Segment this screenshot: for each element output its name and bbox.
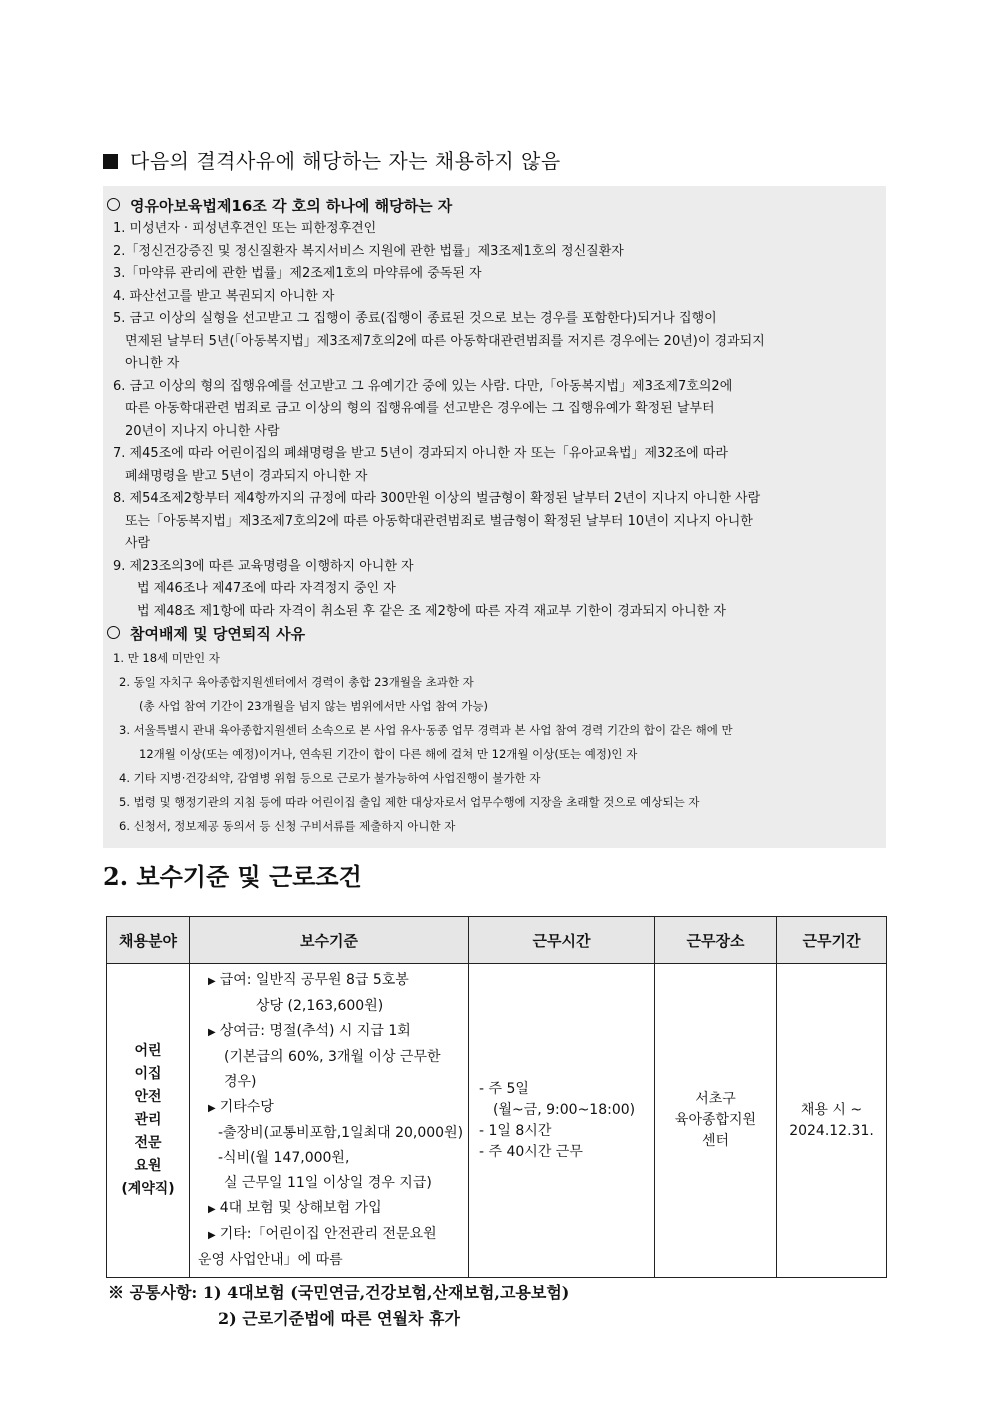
group2-list	[107, 646, 880, 838]
hours-cell: - 주 5일 (월~금, 9:00~18:00) - 1일 8시간 - 주 40시간 근무	[469, 964, 655, 1278]
header-place: 근무장소	[655, 917, 777, 964]
triangle-bullet-icon: ▶	[208, 1103, 216, 1114]
group2-title: 참여배제 및 당연퇴직 사유	[107, 623, 880, 646]
list-item: 3. 서울특별시 관내 육아종합지원센터 소속으로 본 사업 유사·동종 업무 경력과 본 사업 참여 경력 기간의 합이 같은 해에 만 12개월 이상(또는 예정)이거나, 연속된 기간이 합이 다른 해에 걸쳐 만 12개월 이상(또는 예정)인 자	[119, 723, 733, 761]
pay-conditions-table	[106, 916, 887, 1278]
common-notes: ※ 공통사항: 1) 4대보험 (국민연금,건강보험,산재보험,고용보험) 2) 근로기준법에 따른 연월차 휴가	[108, 1283, 570, 1328]
field-cell: 어린 이집 안전 관리 전문 요원 (계약직)	[107, 964, 190, 1278]
list-item: 7. 제45조에 따라 어린이집의 폐쇄명령을 받고 5년이 경과되지 아니한 자 또는「유아교육법」제32조에 따라 폐쇄명령을 받고 5년이 경과되지 아니한 자	[113, 446, 728, 484]
list-item: 8. 제54조제2항부터 제4항까지의 규정에 따라 300만원 이상의 벌금형이 확정된 날부터 2년이 지나지 아니한 사람 또는「아동복지법」제3조제7호의2에 따른 아동학대관련범죄로 벌금형이 확정된 날부터 10년이 지나지 아니한 사람	[113, 491, 761, 551]
list-item: 2. 동일 자치구 육아종합지원센터에서 경력이 총합 23개월을 초과한 자 (총 사업 참여 기간이 23개월을 넘지 않는 범위에서만 사업 참여 가능)	[119, 675, 488, 713]
disqualification-box	[103, 186, 886, 848]
list-item: 1. 만 18세 미만인 자	[113, 651, 220, 665]
triangle-bullet-icon: ▶	[208, 1230, 216, 1241]
black-square-bullet-icon	[103, 154, 118, 169]
disqualification-heading: 다음의 결격사유에 해당하는 자는 채용하지 않음	[103, 145, 561, 174]
header-period: 근무기간	[777, 917, 887, 964]
pay-cell: ▶ 급여: 일반직 공무원 8급 5호봉 상당 (2,163,600원) ▶ 상여금: 명절(추석) 시 지급 1회 (기본급의 60%, 3개월 이상 근무한 경우) ▶ 기타수당 -출장비(교통비포함,1일최대 20,000원) -식비(월 147,000원, 실 근무일 11일 이상일 경우 지급) ▶ 4대 보험 및 상해보험 가입 ▶ 기타:「어린이집 안전관리 전문요원 운영 사업안내」에 따름	[190, 964, 469, 1278]
list-item: 5. 법령 및 행정기관의 지침 등에 따라 어린이집 출입 제한 대상자로서 업무수행에 지장을 초래할 것으로 예상되는 자	[119, 795, 700, 809]
list-item: 2.「정신건강증진 및 정신질환자 복지서비스 지원에 관한 법률」제3조제1호의 정신질환자	[113, 243, 624, 259]
list-item: 4. 기타 지병·건강쇠약, 감염병 위험 등으로 근로가 불가능하여 사업진행이 불가한 자	[119, 771, 541, 785]
triangle-bullet-icon: ▶	[208, 1204, 216, 1215]
period-cell: 채용 시 ~ 2024.12.31.	[777, 964, 887, 1278]
list-item: 6. 신청서, 정보제공 동의서 등 신청 구비서류를 제출하지 아니한 자	[119, 819, 456, 833]
header-field: 채용분야	[107, 917, 190, 964]
table-row	[107, 964, 887, 1278]
list-item: 6. 금고 이상의 형의 집행유예를 선고받고 그 유예기간 중에 있는 사람. 다만,「아동복지법」제3조제7호의2에 따른 아동학대관련 범죄로 금고 이상의 형의 집행유예를 선고받은 경우에는 그 집행유예가 확정된 날부터 20년이 지나지 아니한 사람	[113, 378, 733, 439]
triangle-bullet-icon: ▶	[208, 1027, 216, 1038]
circle-bullet-icon	[107, 626, 120, 639]
list-item: 9. 제23조의3에 따른 교육명령을 이행하지 아니한 자 법 제46조나 제47조에 따라 자격정지 중인 자 법 제48조 제1항에 따라 자격이 취소된 후 같은 조 제2항에 따른 자격 재교부 기한이 경과되지 아니한 자	[113, 558, 726, 619]
group1-list	[107, 218, 880, 623]
place-cell: 서초구 육아종합지원 센터	[655, 964, 777, 1278]
header-hours: 근무시간	[469, 917, 655, 964]
table-header-row	[107, 917, 887, 964]
group1-title: 영유아보육법제16조 각 호의 하나에 해당하는 자	[107, 195, 880, 218]
list-item: 1. 미성년자 · 피성년후견인 또는 피한정후견인	[113, 221, 377, 236]
triangle-bullet-icon: ▶	[208, 976, 216, 987]
header-pay: 보수기준	[190, 917, 469, 964]
list-item: 5. 금고 이상의 실형을 선고받고 그 집행이 종료(집행이 종료된 것으로 보는 경우를 포함한다)되거나 집행이 면제된 날부터 5년(「아동복지법」제3조제7호의2에 따른 아동학대관련범죄를 저지른 경우에는 20년)이 경과되지 아니한 자	[113, 311, 765, 371]
section-title: 2. 보수기준 및 근로조건	[103, 862, 362, 891]
circle-bullet-icon	[107, 198, 120, 211]
list-item: 4. 파산선고를 받고 복권되지 아니한 자	[113, 288, 335, 304]
list-item: 3.「마약류 관리에 관한 법률」제2조제1호의 마약류에 중독된 자	[113, 266, 482, 281]
